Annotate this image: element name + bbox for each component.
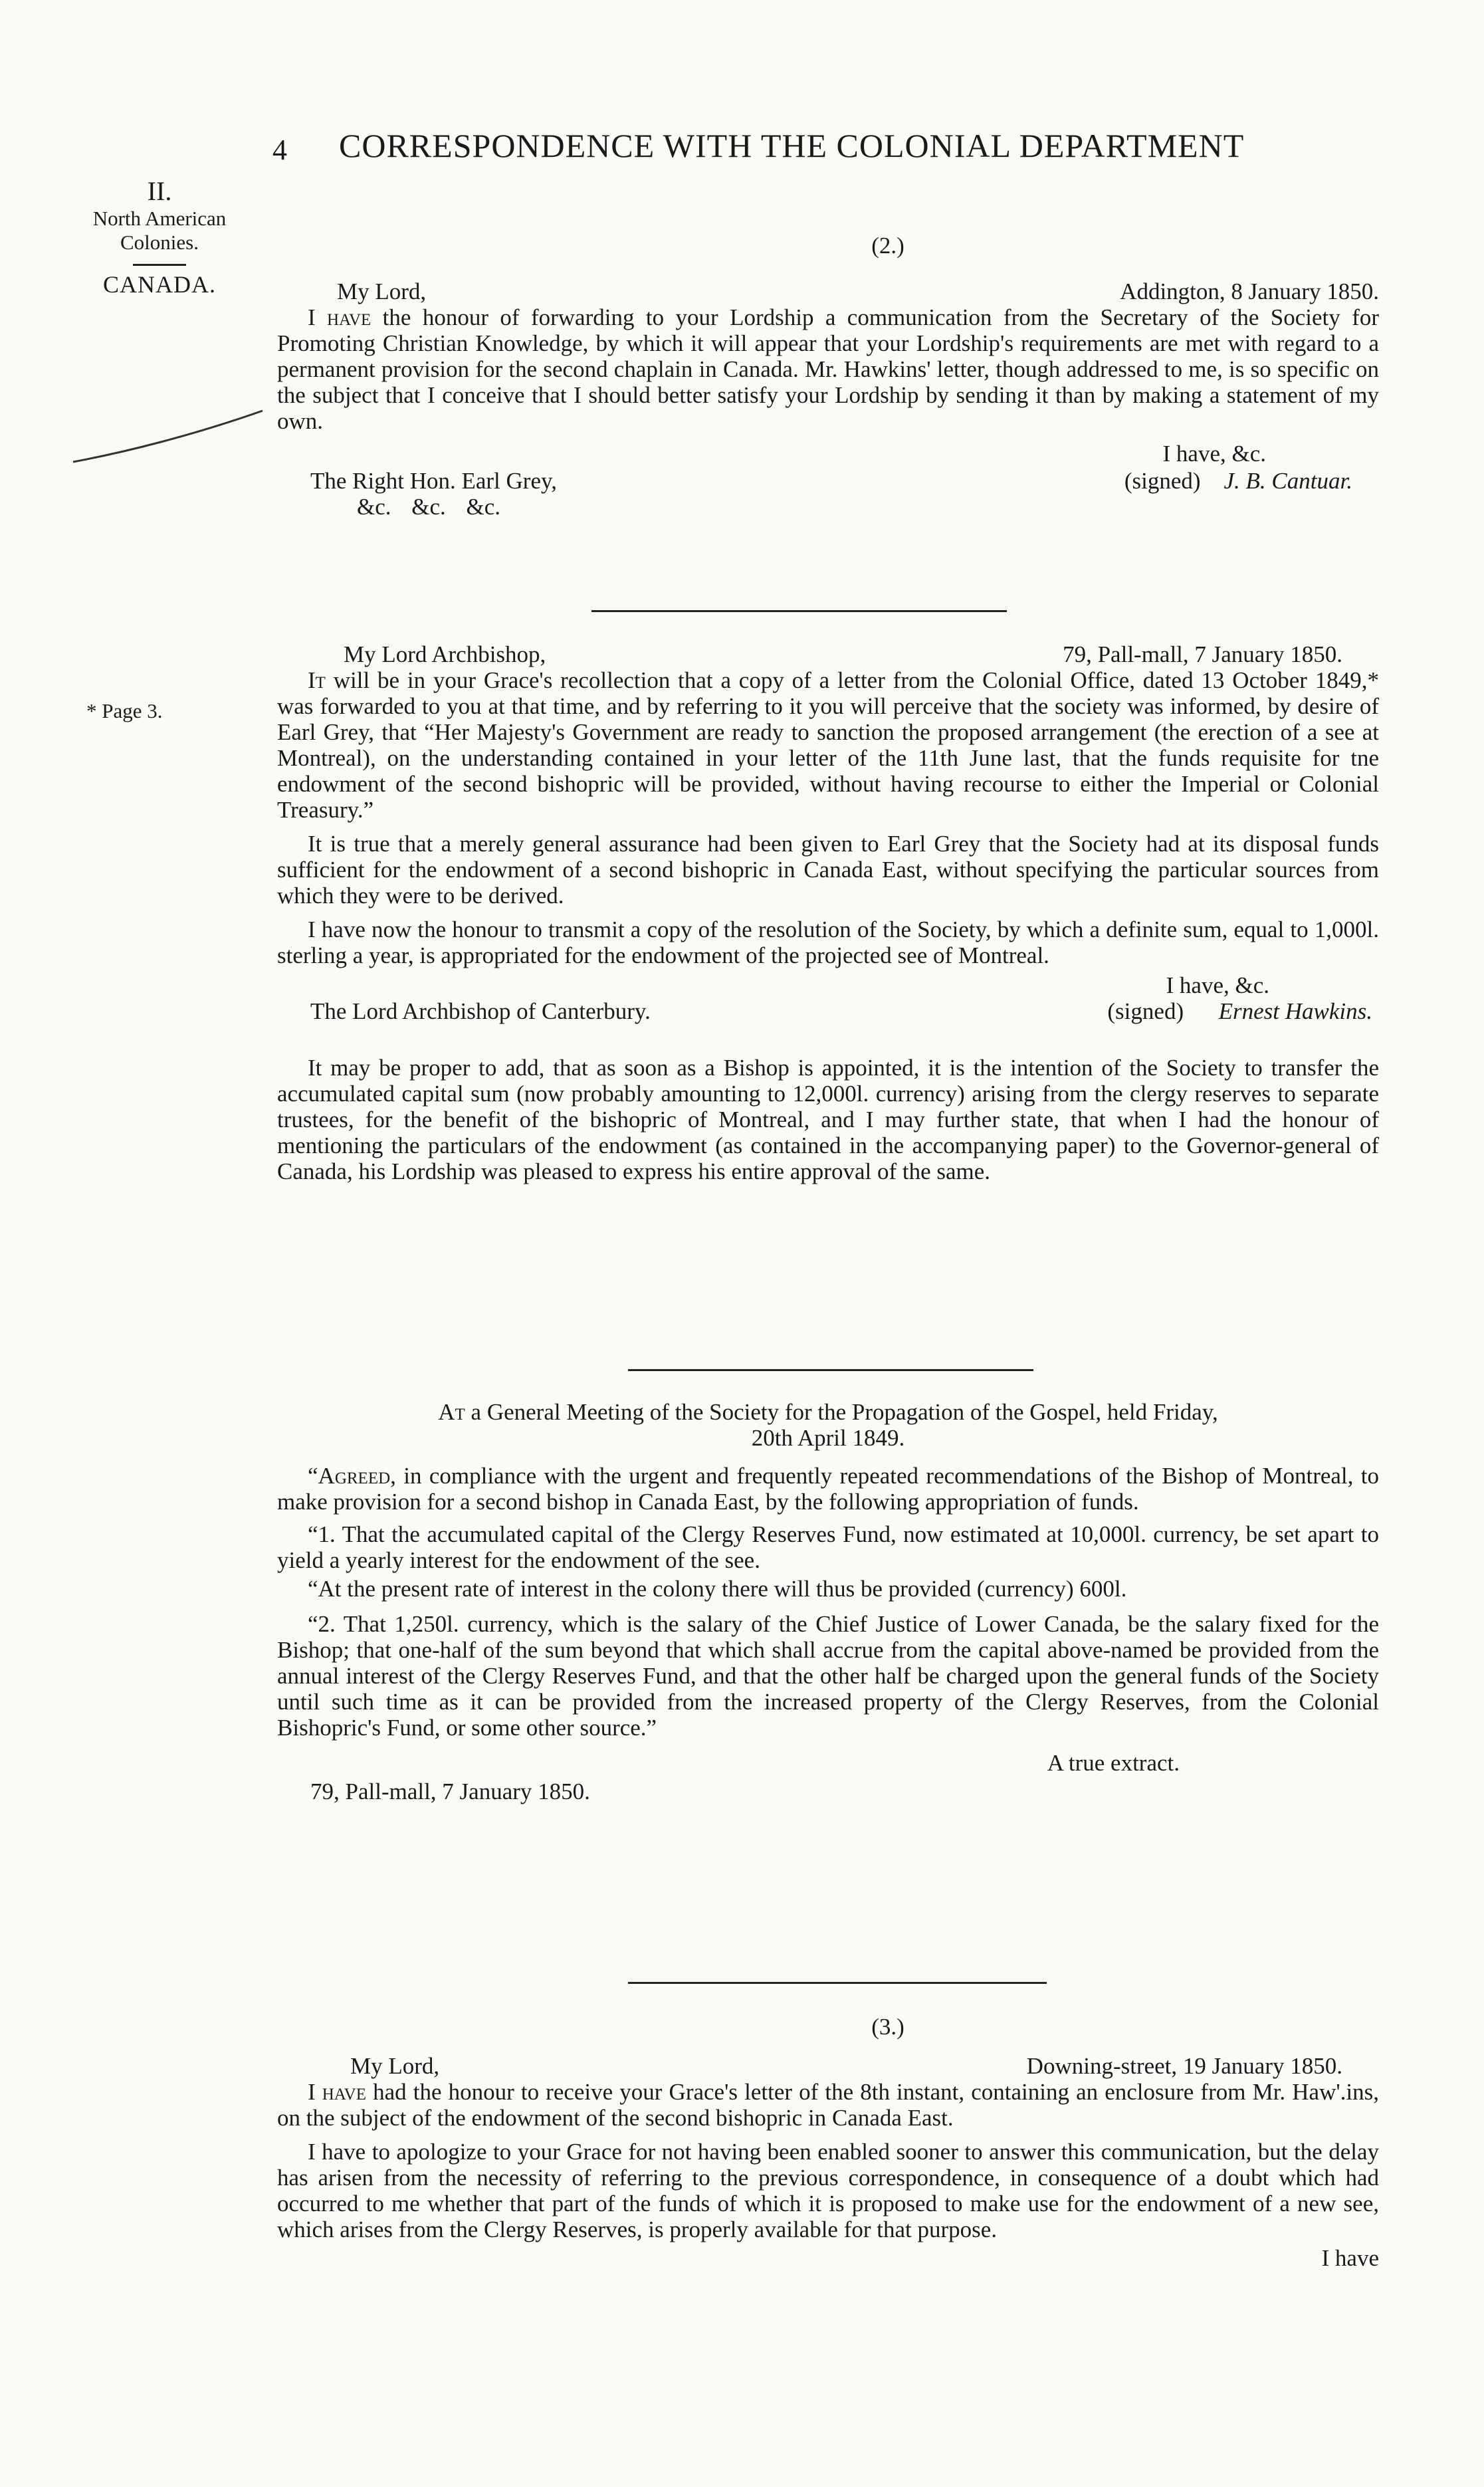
para-text: had the honour to receive your Grace's letter of the 8th instant, containing an enclosure from Mr. Haw'.ins, on the subject of the endowment of the second bishopric in Canada East. bbox=[277, 2079, 1380, 2131]
salutation: My Lord, bbox=[337, 278, 427, 304]
region-label: CANADA. bbox=[102, 271, 216, 298]
salutation: My Lord Archbishop, bbox=[344, 641, 546, 667]
body-text: the honour of forwarding to your Lordship a communication from the Secretary of the Society for Promoting Christian Knowledge, by which it will appear that your Lordship's requirements are met with regard to a permanent provision for the second chaplain in Canada. Mr. Hawkins' letter, though addressed to me, is so specific on the subject that I conceive that I should better satisfy your Lordship by sending it than by making a statement of my own. bbox=[277, 304, 1379, 434]
closing: I have, &c. bbox=[1166, 972, 1269, 998]
heading-line-2: 20th April 1849. bbox=[751, 1425, 905, 1451]
resolution-item-1: “1. That the accumulated capital of the Clergy Reserves Fund, now estimated at 10,000l. currency, be set apart to yield a yearly interest for the endowment of the see. bbox=[277, 1521, 1379, 1573]
closing: I have, &c. bbox=[1162, 441, 1266, 467]
place-date: 79, Pall-mall, 7 January 1850. bbox=[1063, 641, 1342, 667]
place-date: Downing-street, 19 January 1850. bbox=[1026, 2053, 1342, 2079]
addressee-etc: &c. &c. &c. bbox=[357, 494, 501, 520]
agreed-paragraph bbox=[277, 1463, 1379, 1515]
signature-block bbox=[1124, 468, 1352, 494]
resolution-item-2: “2. That 1,250l. currency, which is the salary of the Chief Justice of Lower Canada, be the salary fixed for the Bishop; that one-half of the sum beyond that which shall accrue from the capital above-named be provided from the annual interest of the Clergy Reserves Fund, and that the other half be charged upon the general funds of the Society until such time as it can be provided from the increased property of the Clergy Reserves, from the Colonial Bishopric's Fund, or some other source.” bbox=[277, 1611, 1379, 1741]
page-title: CORRESPONDENCE WITH THE COLONIAL DEPARTMENT bbox=[339, 127, 1245, 164]
agreed-word: Agreed bbox=[318, 1463, 391, 1489]
letter-header bbox=[277, 641, 1379, 667]
section-numeral: II. bbox=[147, 176, 172, 206]
opening-word: I have bbox=[308, 2079, 366, 2105]
opening-word: It bbox=[308, 667, 326, 693]
paragraph-3: I have now the honour to transmit a copy of the resolution of the Society, by which a definite sum, equal to 1,000l. sterling a year, is appropriated for the endowment of the projected see of Montreal. bbox=[277, 917, 1379, 968]
footnote-page-ref: * Page 3. bbox=[86, 699, 163, 722]
heading-line-1: a General Meeting of the Society for the Propagation of the Gospel, held Friday, bbox=[465, 1399, 1218, 1425]
margin-section-label bbox=[60, 176, 259, 296]
letter-header bbox=[277, 2053, 1379, 2079]
margin-pen-stroke bbox=[66, 399, 266, 472]
heading-at: At bbox=[438, 1399, 465, 1425]
document-2 bbox=[277, 233, 1379, 520]
hawkins-letter bbox=[277, 641, 1379, 1184]
document-number: (2.) bbox=[871, 233, 904, 259]
true-extract: A true extract. bbox=[1047, 1750, 1180, 1776]
agreed-text: , in compliance with the urgent and frequently repeated recommendations of the Bishop of Montreal, to make provision for a second bishop in Canada East, by the following appropriation of funds. bbox=[277, 1463, 1379, 1515]
document-3 bbox=[277, 2014, 1379, 2271]
margin-divider bbox=[133, 264, 186, 266]
addressee: The Lord Archbishop of Canterbury. bbox=[310, 998, 651, 1024]
page-number: 4 bbox=[272, 134, 287, 166]
paragraph-1 bbox=[277, 2079, 1379, 2131]
salutation: My Lord, bbox=[350, 2053, 440, 2079]
letter-body bbox=[277, 304, 1379, 434]
resolution-heading bbox=[277, 1399, 1379, 1451]
signature-block bbox=[1107, 998, 1372, 1024]
signed-label: (signed) bbox=[1124, 468, 1201, 494]
para-text: will be in your Grace's recollection that a copy of a letter from the Colonial Office, dated 13 October 1849,* was forwarded to you at that time, and by referring to it you will perceive that the society was informed, by desire of Earl Grey, that “Her Majesty's Government are ready to sanction the proposed arrangement (the erection of a see at Montreal), on the understanding contained in your letter of the 11th June last, that the funds requisite for tne endowment of the second bishopric will be provided, without having recourse to either the Imperial or Colonial Treasury.” bbox=[277, 667, 1379, 823]
paragraph-1 bbox=[277, 667, 1379, 823]
resolution bbox=[277, 1399, 1379, 1804]
catchword: I have bbox=[1321, 2245, 1379, 2271]
signature: Ernest Hawkins. bbox=[1218, 998, 1372, 1024]
section-rule bbox=[628, 1369, 1033, 1371]
place-date: 79, Pall-mall, 7 January 1850. bbox=[310, 1779, 590, 1804]
paragraph-2: I have to apologize to your Grace for not having been enabled sooner to answer this communication, but the delay has arisen from the necessity of referring to the previous correspondence, in consequence of a doubt which had occurred to me whether that part of the funds of which it is proposed to make use for the endowment of a new see, which arises from the Clergy Reserves, is properly available for that purpose. bbox=[277, 2139, 1379, 2242]
section-line-1: North American bbox=[92, 207, 227, 230]
letter-header bbox=[277, 278, 1379, 304]
section-line-2: Colonies. bbox=[120, 231, 199, 254]
postscript: It may be proper to add, that as soon as a Bishop is appointed, it is the intention of the Society to transfer the accumulated capital sum (now probably amounting to 12,000l. currency) arising from the clergy reserves to separate trustees, for the benefit of the bishopric of Montreal, and I may further state, that when I had the honour of mentioning the particulars of the endowment (as contained in the accompanying paper) to the Governor-general of Canada, his Lordship was pleased to express his entire approval of the same. bbox=[277, 1055, 1379, 1184]
place-date: Addington, 8 January 1850. bbox=[1120, 278, 1379, 304]
resolution-item-1b: “At the present rate of interest in the colony there will thus be provided (currency) 600l. bbox=[308, 1576, 1127, 1602]
section-rule bbox=[628, 1982, 1047, 1984]
signature-row bbox=[277, 998, 1379, 1024]
open-quote: “ bbox=[308, 1463, 318, 1489]
section-rule bbox=[591, 610, 1007, 612]
document-number: (3.) bbox=[871, 2014, 904, 2040]
addressee: The Right Hon. Earl Grey, bbox=[310, 468, 557, 494]
signed-label: (signed) bbox=[1107, 998, 1184, 1024]
signature-row bbox=[277, 468, 1379, 494]
opening-word: I have bbox=[308, 304, 371, 330]
paragraph-2: It is true that a merely general assurance had been given to Earl Grey that the Society had at its disposal funds sufficient for the endowment of a second bishopric in Canada East, without specifying the particular sources from which they were to be derived. bbox=[277, 831, 1379, 909]
signature: J. B. Cantuar. bbox=[1223, 468, 1352, 494]
